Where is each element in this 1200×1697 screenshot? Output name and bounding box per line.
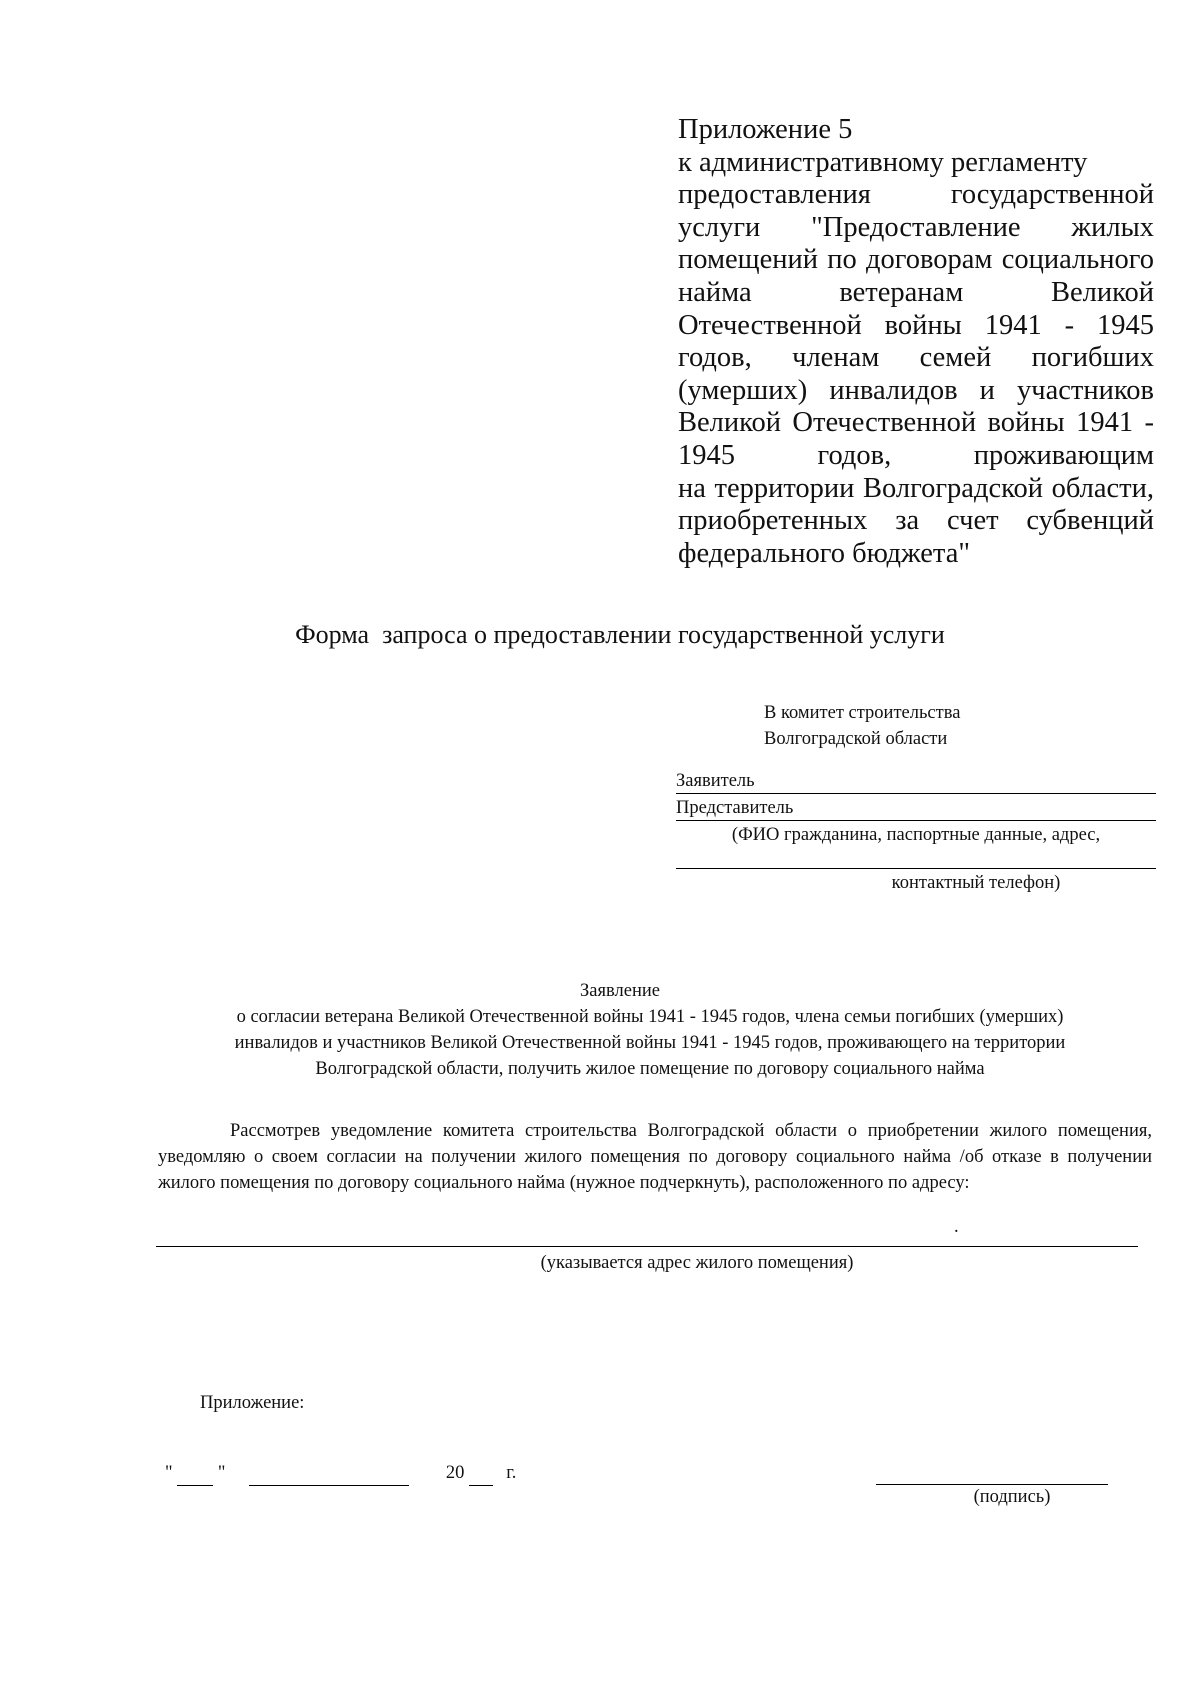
date-row	[165, 1460, 516, 1488]
addressee-line: В комитет строительства	[764, 703, 961, 723]
year-prefix: 20	[445, 1463, 465, 1483]
appendix-line: услуги "Предоставление жилых	[678, 211, 1154, 243]
appendix-line: (умерших) инвалидов и участников	[678, 374, 1154, 406]
address-line[interactable]	[156, 1240, 1138, 1247]
addressee	[764, 700, 960, 752]
appendix-line: на территории Волгоградской области,	[678, 472, 1154, 504]
statement-line: инвалидов и участников Великой Отечественной войны 1941 - 1945 годов, проживающего на территории	[234, 1033, 1066, 1053]
representative-label: Представитель	[676, 798, 794, 818]
address-dot: .	[954, 1217, 959, 1237]
fio-note: (ФИО гражданина, паспортные данные, адрес,	[731, 825, 1101, 845]
applicant-label: Заявитель	[676, 771, 755, 791]
attachments-label: Приложение:	[200, 1393, 305, 1413]
statement-line: о согласии ветерана Великой Отечественной войны 1941 - 1945 годов, члена семьи погибших (умерших)	[236, 1007, 1064, 1027]
applicant-field[interactable]	[676, 768, 1156, 794]
appendix-header	[678, 114, 1154, 570]
contact-note: контактный телефон)	[891, 873, 1061, 893]
appendix-line: к административному регламенту	[678, 146, 1088, 178]
appendix-line: приобретенных за счет субвенций	[678, 505, 1154, 537]
statement-title: Заявление	[580, 981, 660, 1001]
year-suffix: г.	[506, 1463, 517, 1483]
statement-line: Волгоградской области, получить жилое помещение по договору социального найма	[315, 1059, 985, 1079]
body-paragraph: Рассмотрев уведомление комитета строительства Волгоградской области о приобретении жилого помещения, уведомляю о своем согласии на получении жилого помещения по договору социального найма /об отказе в получении жилого помещения по договору социального найма (нужное подчеркнуть), расположенного по адресу:	[158, 1121, 1152, 1193]
appendix-line: помещений по договорам социального	[678, 244, 1154, 276]
applicant-details-line[interactable]	[676, 842, 1156, 869]
statement-subtitle	[150, 1004, 1150, 1082]
month-field[interactable]	[249, 1463, 409, 1486]
day-field[interactable]	[177, 1463, 213, 1486]
signature-field[interactable]	[876, 1462, 1108, 1485]
representative-field[interactable]	[676, 795, 1156, 821]
signature-note: (подпись)	[973, 1487, 1051, 1507]
appendix-line: федерального бюджета"	[678, 537, 971, 569]
appendix-line: Отечественной войны 1941 - 1945	[678, 309, 1154, 341]
appendix-line: 1945 годов, проживающим	[678, 439, 1154, 471]
addressee-line: Волгоградской области	[764, 729, 948, 749]
appendix-line: годов, членам семей погибших	[678, 342, 1154, 374]
date-open-quote: "	[165, 1463, 173, 1483]
form-title: Форма запроса о предоставлении государственной услуги	[295, 620, 945, 649]
year-field[interactable]	[469, 1463, 493, 1486]
appendix-line: Великой Отечественной войны 1941 -	[678, 407, 1154, 439]
appendix-line: найма ветеранам Великой	[678, 276, 1154, 308]
appendix-line: Приложение 5	[678, 114, 853, 145]
address-note: (указывается адрес жилого помещения)	[540, 1253, 854, 1273]
date-close-quote: "	[217, 1463, 226, 1483]
appendix-line: предоставления государственной	[678, 179, 1154, 211]
